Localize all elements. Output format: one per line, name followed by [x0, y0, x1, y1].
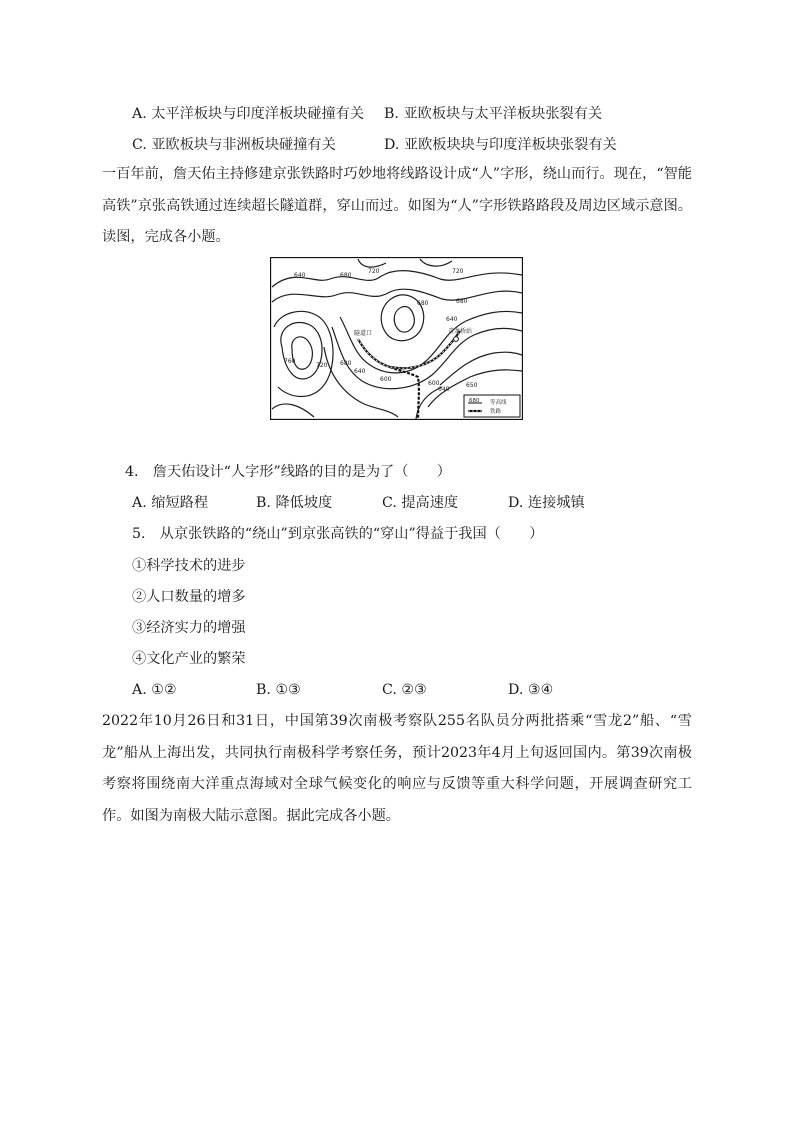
contour-label-680d: 680 — [340, 360, 352, 367]
q4-option-b: B. 降低坡度 — [256, 495, 333, 511]
contour-label-600: 600 — [380, 376, 392, 383]
q5-item-1: ①科学技术的进步 — [132, 558, 246, 574]
contour-label-720b: 720 — [452, 268, 464, 275]
contour-label-680: 680 — [340, 272, 352, 279]
q4-option-a: A. 缩短路程 — [132, 495, 209, 511]
map-legend — [464, 395, 520, 417]
contour-label-640c: 640 — [354, 368, 366, 375]
q3-option-a: A. 太平洋板块与印度洋板块碰撞有关 — [132, 106, 365, 122]
q5-item-3: ③经济实力的增强 — [132, 620, 246, 636]
contour-label-640: 640 — [294, 272, 306, 279]
q5-stem: 5. 从京张铁路的“绕山”到京张高铁的“穿山”得益于我国（ ） — [132, 526, 544, 542]
contour-label-680c: 680 — [456, 298, 468, 305]
contour-label-760: 760 — [284, 358, 296, 365]
legend-railway-label: 铁路 — [490, 409, 502, 415]
q5-item-2: ②人口数量的增多 — [132, 589, 246, 605]
q3-option-c: C. 亚欧板块与非洲板块碰撞有关 — [132, 137, 336, 153]
q5-option-d: D. ③④ — [508, 682, 554, 698]
q4-option-d: D. 连接城镇 — [508, 495, 585, 511]
q5-option-a: A. ①② — [132, 682, 177, 698]
contour-label-680b: 680 — [417, 300, 429, 307]
tunnel-entrance-label: 隧道口 — [354, 330, 373, 337]
contour-label-640b: 640 — [446, 316, 458, 323]
contour-label-720: 720 — [368, 268, 380, 275]
contour-label-640d: 640 — [438, 386, 450, 393]
contour-label-600b: 600 — [428, 380, 440, 387]
passage-railway: 一百年前，詹天佑主持修建京张铁路时巧妙地将线路设计成“人”字形，绕山而行。现在，“智能高铁”京张高铁通过连续超长隧道群，穿山而过。如图为“人”字形铁路路段及周边区域示意图。读图，完成各小题。 — [102, 166, 692, 245]
legend-contour-value: 680 — [469, 398, 480, 404]
q3-option-b: B. 亚欧板块与太平洋板块张裂有关 — [384, 106, 603, 122]
q5-item-4: ④文化产业的繁荣 — [132, 651, 246, 667]
qinglongqiao-station-label: 青龙桥站 — [448, 328, 473, 335]
passage-antarctica: 2022年10月26日和31日，中国第39次南极考察队255名队员分两批搭乘“雪龙2”船、“雪龙”船从上海出发，共同执行南极科学考察任务，预计2023年4月上旬返回国内。第39次南极考察将围绕南大洋重点海域对全球气候变化的响应与反馈等重大科学问题，开展调查研究工作。如图为南极大陆示意图。据此完成各小题。 — [102, 713, 692, 824]
railway-contour-map — [270, 257, 523, 420]
q5-option-b: B. ①③ — [256, 682, 301, 698]
legend-contour-label: 等高线 — [490, 400, 507, 406]
contour-label-650: 650 — [466, 382, 478, 389]
q4-option-c: C. 提高速度 — [382, 495, 459, 511]
q5-option-c: C. ②③ — [382, 682, 427, 698]
q4-stem: 4. 詹天佑设计“人字形”线路的目的是为了（ ） — [125, 464, 451, 480]
q3-option-d: D. 亚欧板块块与印度洋板块张裂有关 — [384, 137, 617, 153]
contour-label-720c: 720 — [316, 362, 328, 369]
